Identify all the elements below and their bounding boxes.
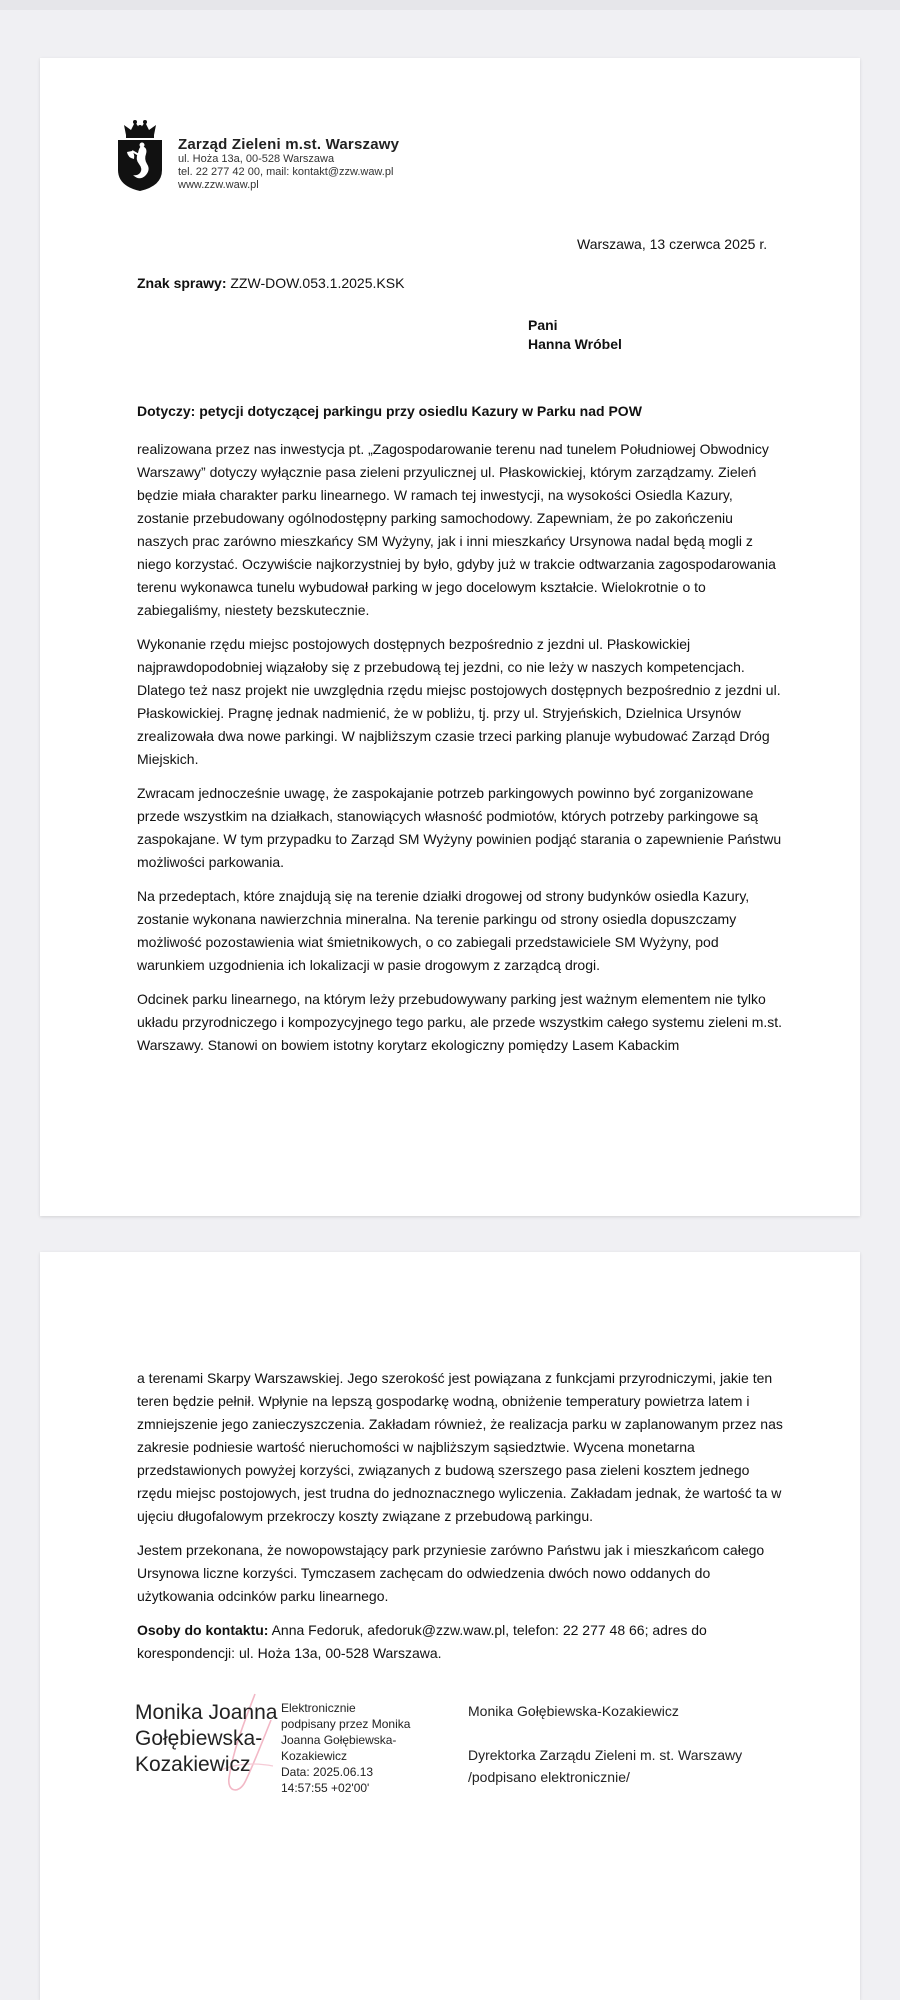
organization-address: ul. Hoża 13a, 00-528 Warszawa <box>178 153 335 165</box>
body-paragraph: realizowana przez nas inwestycja pt. „Zagospodarowanie terenu nad tunelem Południowej Obwodnicy Warszawy” dotyczy wyłącznie pasa zieleni przyulicznej ul. Płaskowickiej, którym zarządzamy. Zieleń będzie miała charakter parku linearnego. W ramach tej inwestycji, na wysokości Osiedla Kazury, zostanie przebudowany ogólnodostępny parking samochodowy. Zapewniam, że po zakończeniu naszych prac zarówno mieszkańcy SM Wyżyny, jak i inni mieszkańcy Ursynowa nadal będą mogli z niego korzystać. Oczywiście najkorzystniej by było, gdyby już w trakcie odtwarzania zagospodarowania terenu wykonawca tunelu wybudował parking w jego docelowym kształcie. Wielokrotnie o to zabiegaliśmy, niestety bezskutecznie. <box>137 441 776 618</box>
letter-body-page-2 <box>137 1367 787 1676</box>
esig-date: Data: 2025.06.13 <box>281 1765 374 1779</box>
contact-paragraph <box>137 1619 787 1665</box>
signer-name-line: Kozakiewicz <box>135 1753 251 1776</box>
document-page-2 <box>40 1252 860 2000</box>
addressee-title: Pani <box>528 317 558 333</box>
body-paragraph: Wykonanie rzędu miejsc postojowych dostępnych bezpośrednio z jezdni ul. Płaskowickiej najprawdopodobniej wiązałoby się z przebudową tej jezdni, co nie leży w naszych kompetencjach. Dlatego też nasz projekt nie uwzględnia rzędu miejsc postojowych dostępnych bezpośrednio z jezdni ul. Płaskowickiej. Pragnę jednak nadmienić, że w pobliżu, tj. przy ul. Stryjeńskich, Dzielnica Ursynów zrealizowała dwa nowe parkingi. W najbliższym czasie trzeci parking planuje wybudować Zarząd Dróg Miejskich. <box>137 636 781 767</box>
signer-title: Dyrektorka Zarządu Zieleni m. st. Warszawy <box>468 1747 743 1763</box>
signature-block <box>135 1700 835 1820</box>
contact-label: Osoby do kontaktu: <box>137 1622 269 1638</box>
esig-line: Joanna Gołębiewska- <box>281 1733 397 1747</box>
letter-body-page-1 <box>137 438 787 1068</box>
organization-website: www.zzw.waw.pl <box>178 179 259 191</box>
signed-electronically-note: /podpisano elektronicznie/ <box>468 1769 630 1785</box>
organization-contact: tel. 22 277 42 00, mail: kontakt@zzw.waw.pl <box>178 166 394 178</box>
signer-name-line: Gołębiewska- <box>135 1727 263 1750</box>
addressee <box>528 316 622 354</box>
body-paragraph: Odcinek parku linearnego, na którym leży przebudowywany parking jest ważnym elementem nie tylko układu przyrodniczego i kompozycyjnego tego parku, ale przede wszystkim całego systemu zieleni m.st. Warszawy. Stanowi on bowiem istotny korytarz ekologiczny pomiędzy Lasem Kabackim <box>137 991 783 1053</box>
signer-name: Monika Gołębiewska-Kozakiewicz <box>468 1703 679 1719</box>
contact-text: Anna Fedoruk, afedoruk@zzw.waw.pl, telefon: 22 277 48 66; adres do korespondencji: ul. Hoża 13a, 00-528 Warszawa. <box>137 1622 707 1661</box>
letter-subject: Dotyczy: petycji dotyczącej parkingu przy osiedlu Kazury w Parku nad POW <box>137 403 642 419</box>
signer-details <box>468 1700 742 1788</box>
body-paragraph: Na przedeptach, które znajdują się na terenie działki drogowej od strony budynków osiedla Kazury, zostanie wykonana nawierzchnia mineralna. Na terenie parkingu od strony osiedla dopuszczamy możliwość pozostawienia wiat śmietnikowych, o co zabiegali przedstawiciele SM Wyżyny, pod warunkiem uzgodnienia ich lokalizacji w pasie drogowym z zarządcą drogi. <box>137 888 750 973</box>
electronic-signature-info <box>281 1700 410 1796</box>
document-page-1 <box>40 58 860 1216</box>
case-number: ZZW-DOW.053.1.2025.KSK <box>230 275 405 291</box>
signer-name-line: Monika Joanna <box>135 1701 278 1724</box>
esig-time: 14:57:55 +02'00' <box>281 1781 370 1795</box>
letter-date: Warszawa, 13 czerwca 2025 r. <box>577 236 768 252</box>
esig-line: podpisany przez Monika <box>281 1717 411 1731</box>
esig-line: Kozakiewicz <box>281 1749 348 1763</box>
case-label: Znak sprawy: <box>137 275 227 291</box>
body-paragraph: Zwracam jednocześnie uwagę, że zaspokajanie potrzeb parkingowych powinno być zorganizowane przede wszystkim na działkach, stanowiących własność podmiotów, których potrzeby parkingowe są zaspokajane. W tym przypadku to Zarząd SM Wyżyny powinien podjąć starania o zapewnienie Państwu możliwości parkowania. <box>137 785 782 870</box>
signer-full-name <box>135 1700 277 1778</box>
body-paragraph: Jestem przekonana, że nowopowstający park przyniesie zarówno Państwu jak i mieszkańcom całego Ursynowa liczne korzyści. Tymczasem zachęcam do odwiedzenia dwóch nowo oddanych do użytkowania odcinków parku linearnego. <box>137 1542 765 1604</box>
organization-name: Zarząd Zieleni m.st. Warszawy <box>178 136 400 153</box>
esig-line: Elektronicznie <box>281 1701 356 1715</box>
viewer-top-bar <box>0 0 900 10</box>
addressee-name: Hanna Wróbel <box>528 336 622 352</box>
warsaw-coat-of-arms-logo <box>115 118 165 192</box>
body-paragraph: a terenami Skarpy Warszawskiej. Jego szerokość jest powiązana z funkcjami przyrodniczymi, jakie ten teren będzie pełnił. Wpłynie na lepszą gospodarkę wodną, obniżenie temperatury powietrza latem i zmniejszenie jego zanieczyszczenia. Zakładam również, że realizacja parku w zaplanowanym przez nas zakresie podniesie wartość nieruchomości w najbliższym sąsiedztwie. Wycena monetarna przedstawionych powyżej korzyści, związanych z budową szerszego pasa zieleni kosztem jednego rzędu miejsc postojowych, jest trudna do jednoznacznego wyliczenia. Zakładam jednak, że wartość ta w ujęciu długofalowym przekroczy koszty związane z przebudową parkingu. <box>137 1370 783 1524</box>
case-reference <box>137 275 404 291</box>
organization-letterhead <box>178 138 399 192</box>
